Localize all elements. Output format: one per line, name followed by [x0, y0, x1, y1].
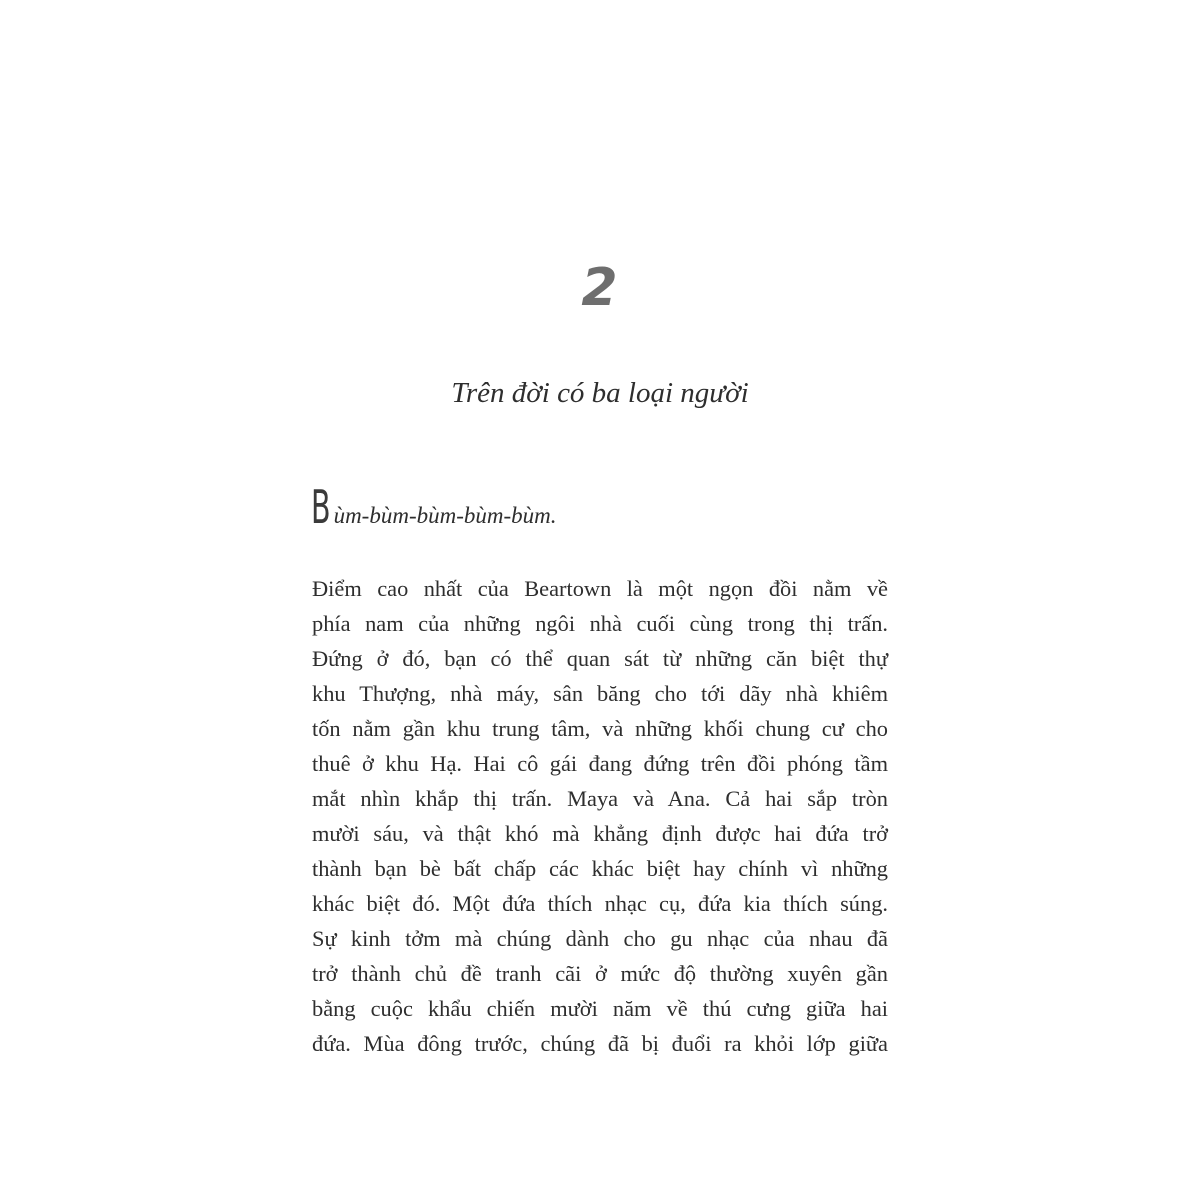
text-line: Sự kinh tởm mà chúng dành cho gu nhạc của nhau đã — [312, 926, 888, 951]
text-line: tốn nằm gần khu trung tâm, và những khối chung cư cho — [312, 716, 888, 741]
body-paragraph — [312, 571, 888, 1061]
text-line: phía nam của những ngôi nhà cuối cùng trong thị trấn. — [312, 611, 888, 636]
text-line: Đứng ở đó, bạn có thể quan sát từ những căn biệt thự — [312, 646, 888, 671]
drop-cap-letter: B — [311, 480, 331, 534]
chapter-title: Trên đời có ba loại người — [451, 377, 749, 409]
text-line: mười sáu, và thật khó mà khẳng định được hai đứa trở — [312, 821, 888, 846]
text-line: khu Thượng, nhà máy, sân băng cho tới dãy nhà khiêm — [312, 681, 888, 706]
text-line: thành bạn bè bất chấp các khác biệt hay chính vì những — [312, 856, 888, 881]
text-line: thuê ở khu Hạ. Hai cô gái đang đứng trên đồi phóng tầm — [312, 751, 888, 776]
text-line: bằng cuộc khẩu chiến mười năm về thú cưng giữa hai — [312, 996, 888, 1021]
text-line: đứa. Mùa đông trước, chúng đã bị đuổi ra khỏi lớp giữa — [312, 1031, 888, 1056]
text-line: trở thành chủ đề tranh cãi ở mức độ thường xuyên gần — [312, 961, 888, 986]
text-line: khác biệt đó. Một đứa thích nhạc cụ, đứa kia thích súng. — [312, 891, 888, 916]
text-line: Điểm cao nhất của Beartown là một ngọn đồi nằm về — [312, 576, 888, 601]
opening-onomatopoeia: ùm-bùm-bùm-bùm-bùm. — [333, 503, 557, 528]
text-line: mắt nhìn khắp thị trấn. Maya và Ana. Cả hai sắp tròn — [312, 786, 888, 811]
chapter-number: 2 — [581, 258, 619, 318]
opening-line — [311, 480, 891, 534]
